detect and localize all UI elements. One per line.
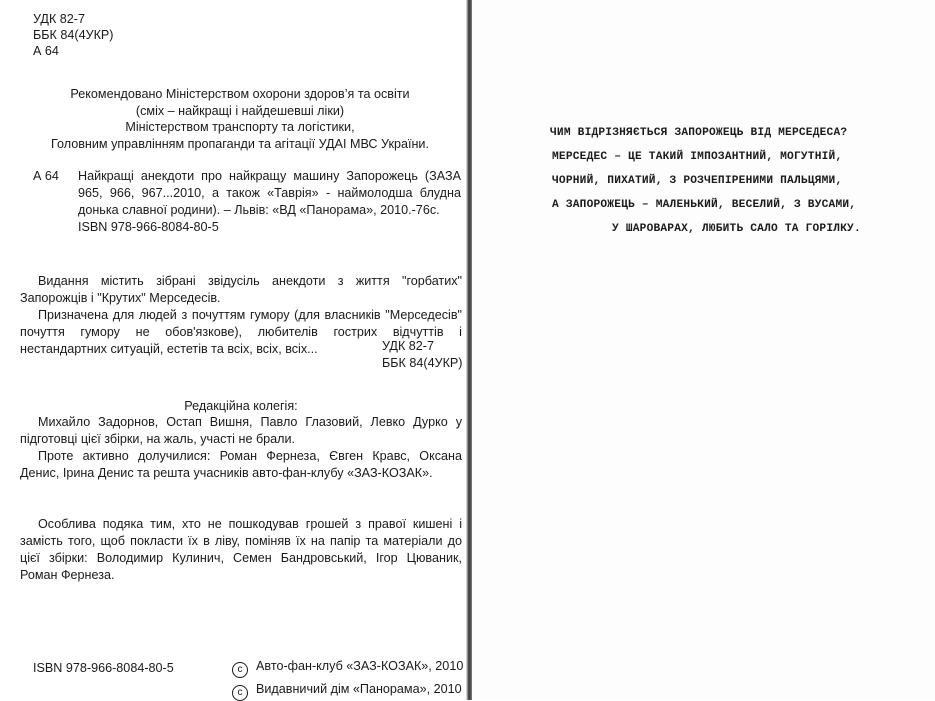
isbn-footer: ISBN 978-966-8084-80-5 xyxy=(33,661,174,675)
recommendation-line: Головним управлінням пропаганди та агітації УДАІ МВС України. xyxy=(51,136,429,151)
copyright-text-1: Авто-фан-клуб «ЗАЗ-КОЗАК», 2010 xyxy=(256,659,464,673)
classification-codes xyxy=(33,11,114,59)
author-mark: А 64 xyxy=(33,44,59,58)
editorial-board-title: Редакційна колегія: xyxy=(184,399,298,413)
acknowledgements-paragraph: Особлива подяка тим, хто не пошкодував грошей з правої кишені і замість того, щоб покласти їх в ліву, поміняв їх на папір та матеріали до цієї збірки: Володимир Кулинич, Семен Бандровський, Ігор Цюваник, Роман Фернеза. xyxy=(20,517,462,582)
copyright-line-1 xyxy=(232,658,463,678)
editorial-board xyxy=(20,414,462,482)
udk-code: УДК 82-7 xyxy=(33,12,86,26)
joke-line: ЧИМ ВІДРІЗНЯЄТЬСЯ ЗАПОРОЖЕЦЬ ВІД МЕРСЕДЕСА? xyxy=(550,127,848,139)
left-page xyxy=(0,0,468,700)
bbk-code: ББК 84(4УКР) xyxy=(33,28,114,42)
description-key: А 64 xyxy=(33,169,59,183)
recommendation-block xyxy=(20,86,460,152)
udk-code-repeat: УДК 82-7 xyxy=(382,339,435,353)
annotation-paragraph: Видання містить зібрані звідусіль анекдоти з життя "горбатих" Запорожців і "Крутих" Мерседесів. xyxy=(20,274,462,305)
joke-line: А ЗАПОРОЖЕЦЬ – МАЛЕНЬКИЙ, ВЕСЕЛИЙ, З ВУСАМИ, xyxy=(552,199,857,211)
joke-line: ЧОРНИЙ, ПИХАТИЙ, З РОЗЧЕПІРЕНИМИ ПАЛЬЦЯМИ, xyxy=(552,175,843,187)
recommendation-line: Міністерством транспорту та логістики, xyxy=(125,120,355,134)
joke-text xyxy=(552,121,935,241)
description-isbn: ISBN 978-966-8084-80-5 xyxy=(78,220,219,234)
right-page xyxy=(472,0,935,700)
board-paragraph: Проте активно долучилися: Роман Фернеза, Євген Кравс, Оксана Денис, Ірина Денис та решта учасників авто-фан-клубу «ЗАЗ-КОЗАК». xyxy=(20,449,462,480)
bbk-code-repeat: ББК 84(4УКР) xyxy=(382,356,463,370)
board-paragraph: Михайло Задорнов, Остап Вишня, Павло Глазовий, Левко Дурко у підготовці цієї збірки, на жаль, участі не брали. xyxy=(20,415,462,446)
joke-line: МЕРСЕДЕС – ЦЕ ТАКИЙ ІМПОЗАНТНИЙ, МОГУТНІЙ, xyxy=(552,151,843,163)
bibliographic-description: Найкращі анекдоти про найкращу машину Запорожець (ЗАЗА 965, 966, 967...2010, а також «Таврія» - наймолодша блудна донька славної родини). – Львів: «ВД «Панорама», 2010.-76с. xyxy=(78,169,461,217)
copyright-icon: c xyxy=(232,662,248,678)
copyright-line-2 xyxy=(232,681,462,701)
copyright-text-2: Видавничий дім «Панорама», 2010 xyxy=(256,682,462,696)
recommendation-line: (сміх – найкращі і найдешевші ліки) xyxy=(135,103,345,118)
annotation-paragraph: Призначена для людей з почуттям гумору (для власників "Мерседесів" почуття гумору не обов'язкове), любителів гострих відчуттів і нестандартних ситуацій, естетів та всіх, всіх, всіх... xyxy=(20,308,462,356)
copyright-icon: c xyxy=(232,685,248,701)
acknowledgements xyxy=(20,516,462,584)
recommendation-line: Рекомендовано Міністерством охорони здоров’я та освіти xyxy=(70,87,410,101)
classification-codes-repeat xyxy=(382,338,463,372)
joke-line: У ШАРОВАРАХ, ЛЮБИТЬ САЛО ТА ГОРІЛКУ. xyxy=(612,223,861,235)
